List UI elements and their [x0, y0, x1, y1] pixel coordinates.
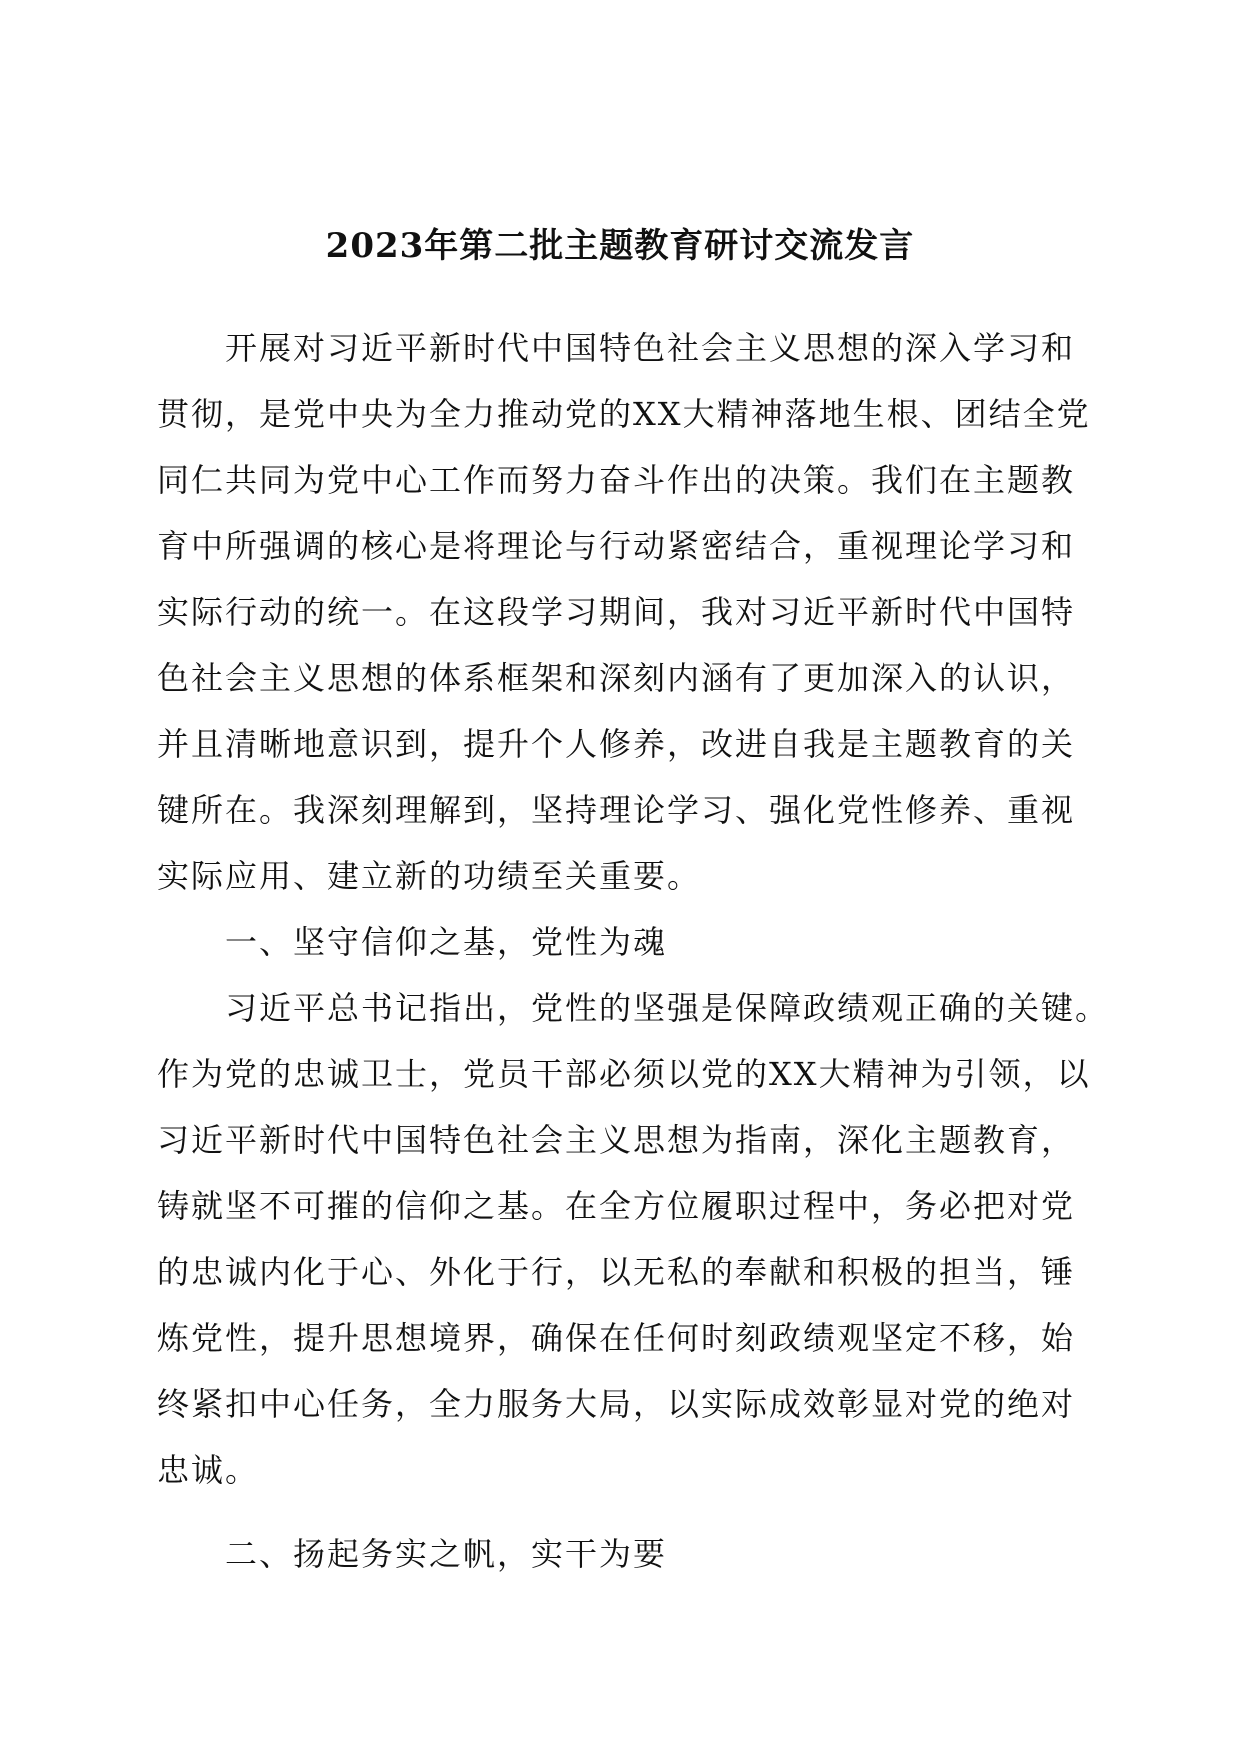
paragraph-line: 炼党性，提升思想境界，确保在任何时刻政绩观坚定不移，始 [157, 1319, 1076, 1357]
paragraph-line: 作为党的忠诚卫士，党员干部必须以党的XX大精神为引领，以 [157, 1055, 1091, 1093]
paragraph-line: 开展对习近平新时代中国特色社会主义思想的深入学习和 [225, 329, 1076, 367]
section-heading: 二、扬起务实之帆，实干为要 [225, 1535, 668, 1573]
paragraph-line: 习近平总书记指出，党性的坚强是保障政绩观正确的关键。 [225, 989, 1110, 1027]
paragraph-line: 色社会主义思想的体系框架和深刻内涵有了更加深入的认识， [157, 659, 1076, 697]
paragraph-line: 终紧扣中心任务，全力服务大局，以实际成效彰显对党的绝对 [157, 1385, 1076, 1423]
paragraph-line: 并且清晰地意识到，提升个人修养，改进自我是主题教育的关 [157, 725, 1076, 763]
paragraph-line: 键所在。我深刻理解到，坚持理论学习、强化党性修养、重视 [157, 791, 1076, 829]
document-body [157, 315, 1110, 1587]
paragraph-line: 实际应用、建立新的功绩至关重要。 [157, 857, 702, 895]
paragraph-line: 铸就坚不可摧的信仰之基。在全方位履职过程中，务必把对党 [157, 1187, 1076, 1225]
paragraph-line: 实际行动的统一。在这段学习期间，我对习近平新时代中国特 [157, 593, 1076, 631]
section-spacer [157, 1503, 1077, 1521]
paragraph-line: 育中所强调的核心是将理论与行动紧密结合，重视理论学习和 [157, 527, 1076, 565]
paragraph-line: 的忠诚内化于心、外化于行，以无私的奉献和积极的担当，锤 [157, 1253, 1076, 1291]
document-title: 2023年第二批主题教育研讨交流发言 [325, 226, 915, 266]
paragraph-line: 忠诚。 [157, 1451, 260, 1489]
paragraph-line: 同仁共同为党中心工作而努力奋斗作出的决策。我们在主题教 [157, 461, 1076, 499]
paragraph-line: 贯彻，是党中央为全力推动党的XX大精神落地生根、团结全党 [157, 395, 1091, 433]
paragraph-line: 习近平新时代中国特色社会主义思想为指南，深化主题教育， [157, 1121, 1076, 1159]
section-heading: 一、坚守信仰之基，党性为魂 [225, 923, 668, 961]
